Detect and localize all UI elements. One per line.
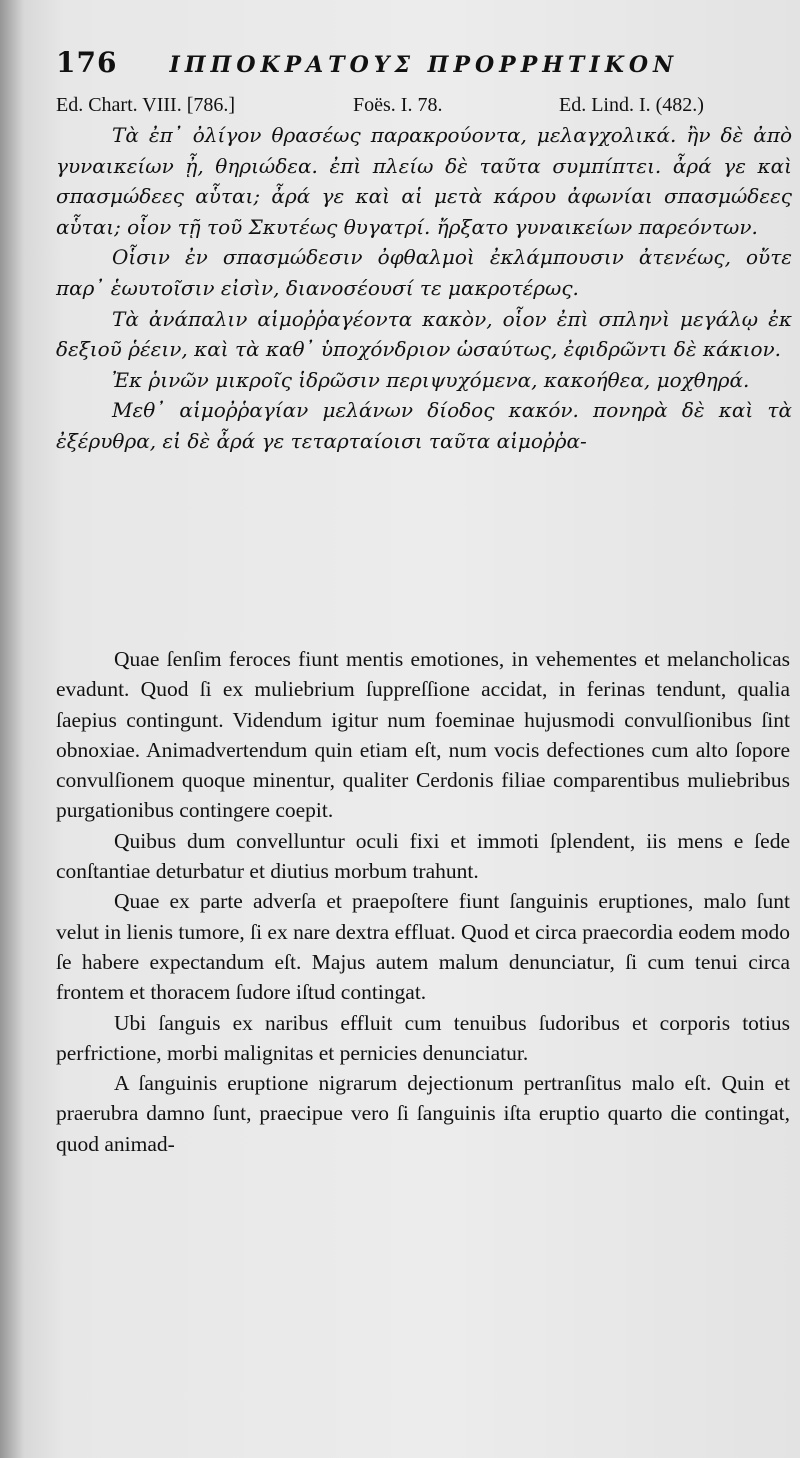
latin-paragraph: A ſanguinis eruptione nigrarum dejectionum pertranſitus malo eſt. Quin et praerubra damno ſunt, praecipue vero ſi ſanguinis iſta eruptio quarto die contingat, quod animad- xyxy=(56,1071,790,1156)
greek-text-block xyxy=(56,120,792,457)
page-header xyxy=(56,46,756,82)
greek-paragraph: Μεθ᾽ αἱμοῤῥαγίαν μελάνων δίοδος κακόν. πονηρὰ δὲ καὶ τὰ ἐξέρυθρα, εἰ δὲ ἆρά γε τεταρταίοισι ταῦτα αἱμοῤῥα- xyxy=(56,398,792,453)
running-title: ΙΠΠΟΚΡΑΤΟΥΣ ΠΡΟΡΡΗΤΙΚΟΝ xyxy=(169,52,679,78)
greek-paragraph: Ἐκ ῥινῶν μικροῖς ἱδρῶσιν περιψυχόμενα, κακοήθεα, μοχθηρά. xyxy=(112,367,750,392)
greek-paragraph: Τὰ ἐπ᾽ ὀλίγον θρασέως παρακρούοντα, μελαγχολικά. ἢν δὲ ἀπὸ γυναικείων ᾖ, θηριώδεα. ἐπὶ πλείω δὲ ταῦτα συμπίπτει. ἆρά γε καὶ σπασμώδεες αὗται; ἆρά γε καὶ αἱ μετὰ κάρου ἀφωνίαι σπασμώδεες αὗται; οἷον τῇ τοῦ Σκυτέως θυγατρί. ἤρξατο γυναικείων παρεόντων. xyxy=(56,123,792,239)
latin-paragraph: Quibus dum convelluntur oculi fixi et immoti ſplendent, iis mens e ſede conſtantiae deturbatur et diutius morbum trahunt. xyxy=(56,828,790,884)
greek-paragraph: Τὰ ἀνάπαλιν αἱμοῤῥαγέοντα κακὸν, οἷον ἐπὶ σπληνὶ μεγάλῳ ἐκ δεξιοῦ ῥέειν, καὶ τὰ καθ᾽ ὑποχόνδριον ὡσαύτως, ἐφιδρῶντι δὲ κάκιον. xyxy=(56,306,792,362)
chartier-reference: Ed. Chart. VIII. [786.] xyxy=(56,94,236,116)
latin-paragraph: Ubi ſanguis ex naribus effluit cum tenuibus ſudoribus et corporis totius perfrictione, morbi malignitas et pernicies denunciatur. xyxy=(56,1010,790,1065)
latin-translation-block xyxy=(56,644,790,1159)
latin-paragraph: Quae ex parte adverſa et praepoſtere fiunt ſanguinis eruptiones, malo ſunt velut in lienis tumore, ſi ex nare dextra effluat. Quod et circa praecordia eodem modo ſe habere expectandum eſt. Majus autem malum denunciatur, ſi cum tenui circa frontem et thoracem ſudore iſtud contingat. xyxy=(56,889,790,1005)
latin-paragraph: Quae ſenſim feroces fiunt mentis emotiones, in vehementes et melancholicas evadunt. Quod ſi ex muliebrium ſuppreſſione accidat, in ferinas tendunt, qualia ſaepius contingunt. Videndum igitur num foeminae hujusmodi convulſionibus ſint obnoxiae. Animadvertendum quin etiam eſt, num vocis defectiones cum alto ſopore convulſionem quoque minentur, qualiter Cerdonis filiae comparentibus muliebribus purgationibus contingere coepit. xyxy=(56,647,790,823)
binding-shadow xyxy=(0,0,24,1458)
greek-paragraph: Οἷσιν ἐν σπασμώδεσιν ὀφθαλμοὶ ἐκλάμπουσιν ἀτενέως, οὔτε παρ᾽ ἑωυτοῖσιν εἰσὶν, διανοσέουσί τε μακροτέρως. xyxy=(56,245,792,300)
foes-reference: Foës. I. 78. xyxy=(353,94,443,116)
linden-reference: Ed. Lind. I. (482.) xyxy=(559,94,704,116)
page-number: 176 xyxy=(56,46,118,79)
